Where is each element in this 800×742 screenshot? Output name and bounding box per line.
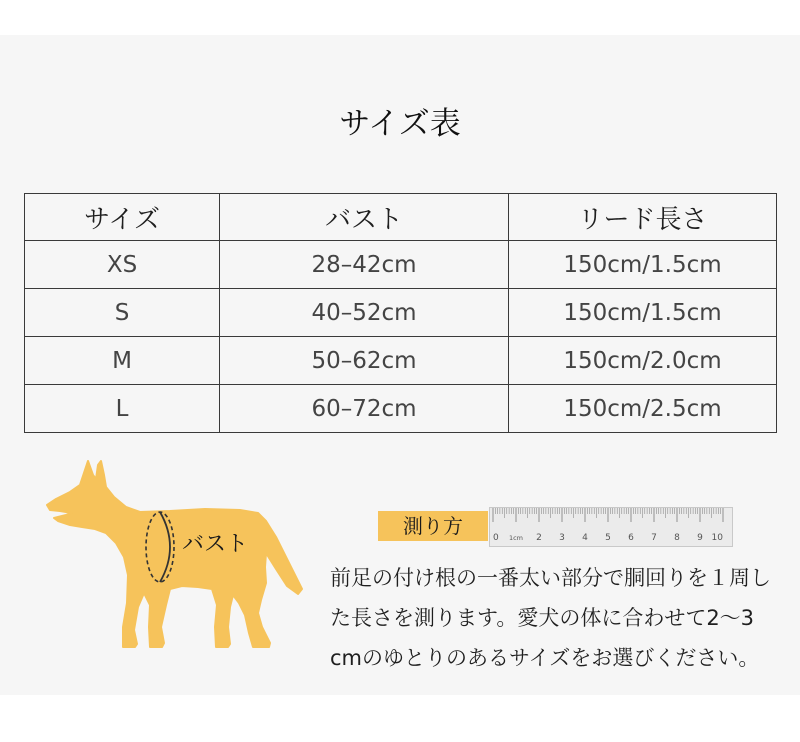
cell-size: M	[25, 337, 220, 385]
ruler-icon	[489, 507, 733, 547]
header-size: サイズ	[25, 194, 220, 241]
ruler-label: 3	[559, 533, 565, 543]
ruler-label: 4	[582, 533, 588, 543]
ruler-label: 8	[674, 533, 680, 543]
cell-size: S	[25, 289, 220, 337]
page-title: サイズ表	[339, 106, 461, 142]
table-row	[25, 385, 777, 433]
cell-lead-length: 150cm/1.5cm	[509, 289, 777, 337]
ruler-label: 10	[711, 533, 723, 543]
cell-lead-length: 150cm/2.5cm	[509, 385, 777, 433]
header-lead-length: リード長さ	[509, 194, 777, 241]
ruler-label: 7	[651, 533, 657, 543]
ruler-label: 1cm	[508, 534, 524, 542]
ruler-label: 0	[493, 533, 499, 543]
instruction-line: 前足の付け根の一番太い部分で胴回りを１周し	[330, 566, 771, 590]
table-header-row	[25, 194, 777, 241]
table-row	[25, 241, 777, 289]
cell-size: L	[25, 385, 220, 433]
dog-silhouette-icon	[40, 455, 310, 655]
cell-size: XS	[25, 241, 220, 289]
cell-bust: 28–42cm	[220, 241, 509, 289]
instruction-line: た長さを測ります。愛犬の体に合わせて2～3	[330, 606, 755, 630]
measurement-heading: 測り方	[378, 511, 488, 541]
bust-label: バスト	[182, 532, 249, 557]
ruler-label: 6	[628, 533, 634, 543]
ruler-body	[490, 508, 733, 547]
cell-bust: 40–52cm	[220, 289, 509, 337]
ruler-label: 2	[536, 533, 542, 543]
cell-lead-length: 150cm/2.0cm	[509, 337, 777, 385]
measurement-instructions	[330, 558, 790, 678]
cell-bust: 60–72cm	[220, 385, 509, 433]
instruction-line: cmのゆとりのあるサイズをお選びください。	[330, 646, 760, 670]
header-bust: バスト	[220, 194, 509, 241]
cell-lead-length: 150cm/1.5cm	[509, 241, 777, 289]
ruler-label: 9	[697, 533, 703, 543]
table-row	[25, 337, 777, 385]
size-table	[24, 193, 777, 433]
ruler-label: 5	[605, 533, 611, 543]
table-row	[25, 289, 777, 337]
cell-bust: 50–62cm	[220, 337, 509, 385]
